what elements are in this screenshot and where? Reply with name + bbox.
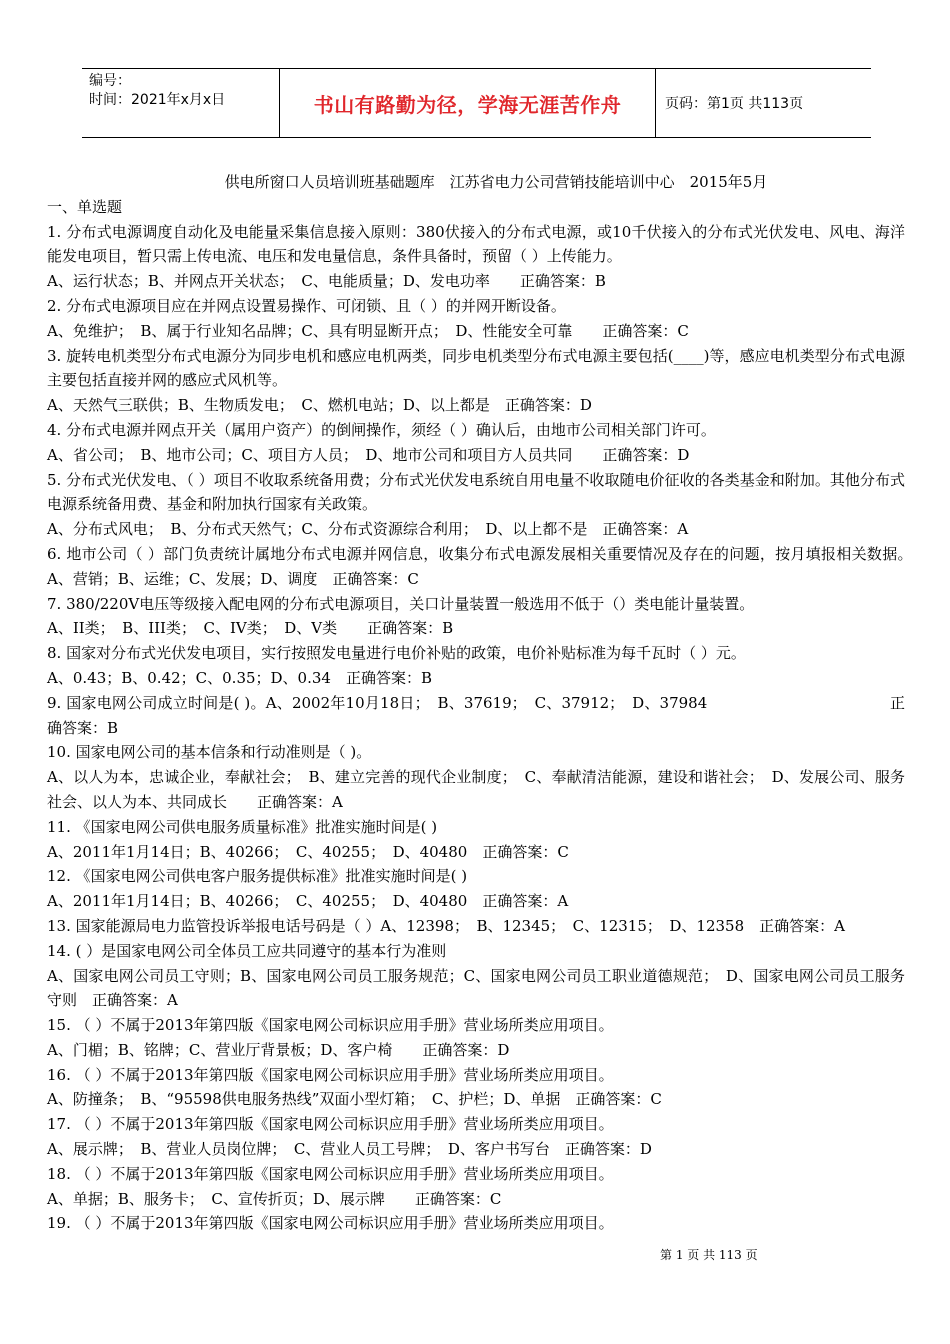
question-line: 14. ( ）是国家电网公司全体员工应共同遵守的基本行为准则: [47, 941, 447, 960]
answer-line: A、分布式风电； B、分布式天然气；C、分布式资源综合利用； D、以上都不是 正确答案：A: [47, 520, 689, 539]
footer-page-number: 第 1 页 共 113 页: [660, 1248, 758, 1262]
header-meta-cell: [82, 69, 280, 137]
answer-line: A、展示牌； B、营业人员岗位牌； C、营业人员工号牌； D、客户书写台 正确答案：D: [47, 1140, 652, 1159]
header-motto-cell: [280, 69, 656, 137]
answer-line: A、国家电网公司员工守则；B、国家电网公司员工服务规范；C、国家电网公司员工职业道德规范； D、国家电网公司员工服务守则 正确答案：A: [47, 966, 905, 1010]
header-page-cell: [665, 69, 871, 137]
answer-line: A、II类； B、III类； C、IV类； D、V类 正确答案：B: [47, 619, 454, 638]
question-line: 11. 《国家电网公司供电服务质量标准》批准实施时间是( ): [47, 817, 438, 836]
doc-number-label: 编号：: [89, 73, 131, 89]
answer-line: A、0.43；B、0.42；C、0.35；D、0.34 正确答案：B: [47, 668, 432, 687]
question-line: 16. （ ）不属于2013年第四版《国家电网公司标识应用手册》营业场所类应用项目。: [47, 1065, 614, 1084]
question-line: 15. （ ）不属于2013年第四版《国家电网公司标识应用手册》营业场所类应用项目。: [47, 1016, 614, 1035]
question-line: 10. 国家电网公司的基本信条和行动准则是（ )。: [47, 743, 372, 762]
question-line: 6. 地市公司（ ）部门负责统计属地分布式电源并网信息，收集分布式电源发展相关重要情况及存在的问题，按月填报相关数据。 A、营销；B、运维；C、发展；D、调度 正确答案：C: [47, 544, 921, 588]
question-line: 9. 国家电网公司成立时间是( )。A、2002年10月18日； B、37619； C、37912； D、37984 正确答案：B: [47, 693, 905, 737]
question-line: 19. （ ）不属于2013年第四版《国家电网公司标识应用手册》营业场所类应用项目。: [47, 1214, 614, 1233]
answer-line: A、天然气三联供；B、生物质发电； C、燃机电站；D、以上都是 正确答案：D: [47, 396, 592, 415]
answer-line: A、防撞条； B、“95598供电服务热线”双面小型灯箱； C、护栏；D、单据 正确答案：C: [47, 1090, 662, 1109]
page-info: 页码：第1页 共113页: [665, 96, 804, 112]
question-list: [47, 220, 921, 1237]
question-line: 5. 分布式光伏发电、（ ）项目不收取系统备用费；分布式光伏发电系统自用电量不收取随电价征收的各类基金和附加。其他分布式电源系统备用费、基金和附加执行国家有关政策。: [47, 470, 905, 514]
question-line: 2. 分布式电源项目应在并网点设置易操作、可闭锁、且（ ）的并网开断设备。: [47, 296, 566, 315]
document-title: 供电所窗口人员培训班基础题库 江苏省电力公司营销技能培训中心 2015年5月: [224, 173, 768, 191]
answer-line: A、免维护； B、属于行业知名品牌；C、具有明显断开点； D、性能安全可靠 正确答案：C: [47, 321, 689, 340]
question-line: 17. （ ）不属于2013年第四版《国家电网公司标识应用手册》营业场所类应用项目。: [47, 1115, 614, 1134]
answer-line: A、2011年1月14日；B、40266； C、40255； D、40480 正确答案：C: [47, 842, 569, 861]
motto-text: 书山有路勤为径，学海无涯苦作舟: [313, 92, 622, 117]
question-line: 13. 国家能源局电力监管投诉举报电话号码是（ ）A、12398； B、12345； C、12315； D、12358 正确答案：A: [47, 916, 845, 935]
page-header: [82, 68, 871, 138]
answer-line: A、以人为本，忠诚企业，奉献社会； B、建立完善的现代企业制度； C、奉献清洁能源，建设和谐社会； D、发展公司、服务社会、以人为本、共同成长 正确答案：A: [47, 768, 905, 811]
answer-line: A、2011年1月14日；B、40266； C、40255； D、40480 正确答案：A: [47, 892, 569, 911]
question-line: 1. 分布式电源调度自动化及电能量采集信息接入原则：380伏接入的分布式电源，或10千伏接入的分布式光伏发电、风电、海洋能发电项目，暂只需上传电流、电压和发电量信息，条件具备时，预留（ ）上传能力。: [47, 222, 905, 266]
doc-date-label: 时间：2021年x月x日: [89, 92, 226, 108]
question-line: 7. 380/220V电压等级接入配电网的分布式电源项目，关口计量装置一般选用不低于（）类电能计量装置。: [47, 594, 755, 613]
document-body: [47, 170, 921, 1236]
answer-line: A、单据；B、服务卡； C、宣传折页；D、展示牌 正确答案：C: [47, 1189, 502, 1208]
answer-line: A、门楣；B、铭牌；C、营业厅背景板；D、客户椅 正确答案：D: [47, 1040, 510, 1059]
question-line: 12. 《国家电网公司供电客户服务提供标准》批准实施时间是( ): [47, 867, 468, 886]
question-line: 8. 国家对分布式光伏发电项目，实行按照发电量进行电价补贴的政策，电价补贴标准为每千瓦时（ ）元。: [47, 644, 746, 663]
section-heading: 一、单选题: [47, 197, 123, 216]
question-line: 3. 旋转电机类型分布式电源分为同步电机和感应电机两类，同步电机类型分布式电源主要包括(____)等，感应电机类型分布式电源主要包括直接并网的感应式风机等。: [47, 346, 905, 390]
answer-line: A、运行状态；B、并网点开关状态； C、电能质量；D、发电功率 正确答案：B: [47, 272, 606, 291]
answer-line: A、省公司； B、地市公司；C、项目方人员； D、地市公司和项目方人员共同 正确答案：D: [47, 445, 690, 464]
question-line: 18. （ ）不属于2013年第四版《国家电网公司标识应用手册》营业场所类应用项目。: [47, 1164, 614, 1183]
question-line: 4. 分布式电源并网点开关（属用户资产）的倒闸操作，须经（ ）确认后，由地市公司相关部门许可。: [47, 420, 716, 439]
